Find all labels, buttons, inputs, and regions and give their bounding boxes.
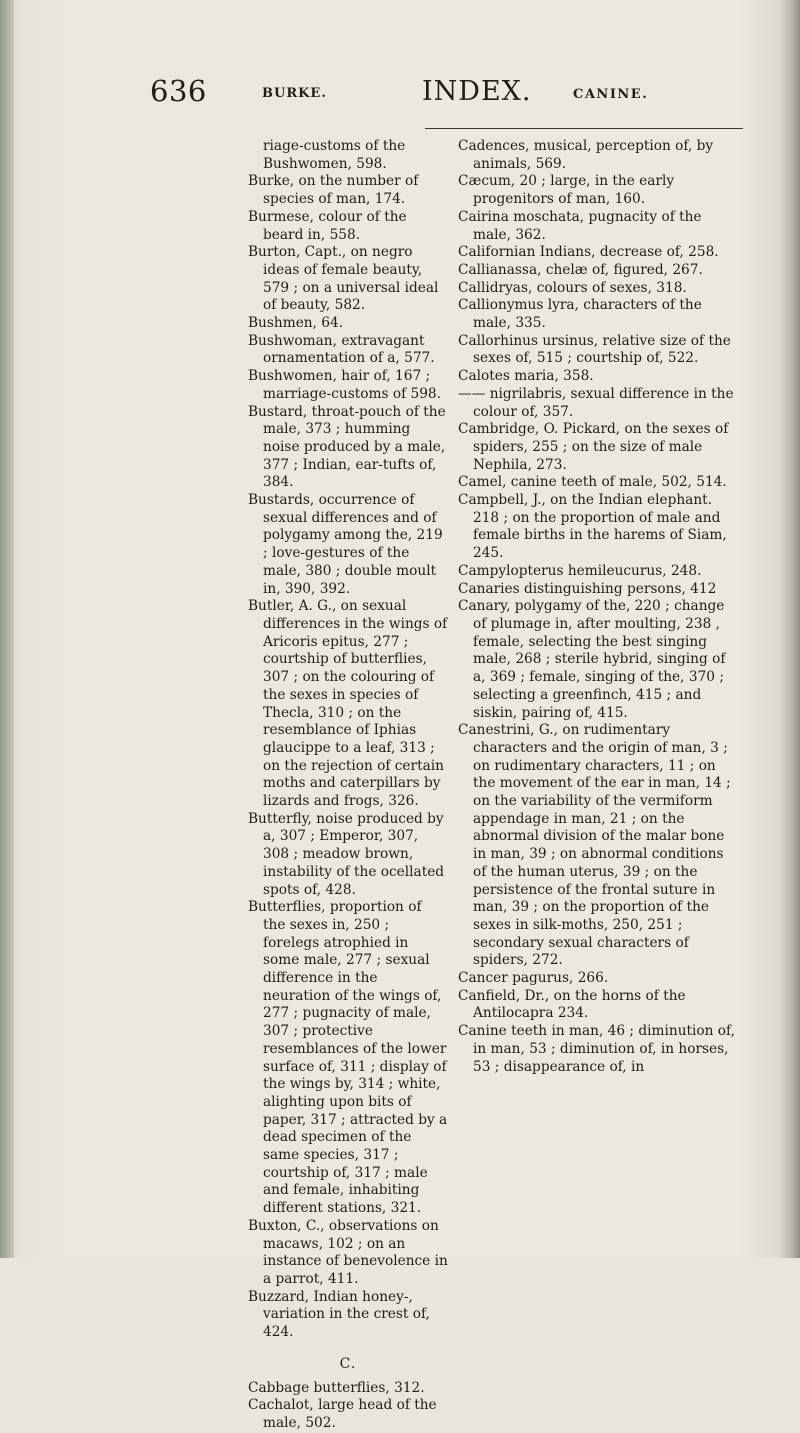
index-entry: Cachalot, large head of the male, 502. [248, 1397, 437, 1431]
index-entry: Butterflies, proportion of the sexes in, 250 ; forelegs atrophied in some male, 277 ; sexual difference in the neuration of the wings of, 277 ; pugnacity of male, 307 ; protective resemblances of the lower surface of, 311 ; display of the wings by, 314 ; white, alighting upon bits of paper, 317 ; attracted by a dead specimen of the same species, 317 ; courtship of, 317 ; male and female, inhabiting different stations, 321. [248, 899, 448, 1217]
running-head-right: CANINE. [573, 87, 649, 102]
index-entry: Buzzard, Indian honey-, variation in the crest of, 424. [248, 1288, 430, 1341]
index-entry: Bustard, throat-pouch of the male, 373 ; humming noise produced by a male, 377 ; Indian, ear-tufts of, 384. [248, 403, 446, 491]
index-entry: Campbell, J., on the Indian elephant. 218 ; on the proportion of male and female births in the harems of Siam, 245. [458, 492, 727, 562]
section-letter: C. [339, 1355, 357, 1372]
index-entry: Butterfly, noise produced by a, 307 ; Emperor, 307, 308 ; meadow brown, instability of the ocellated spots of, 428. [248, 810, 445, 898]
index-entry: Cancer pagurus, 266. [458, 970, 609, 987]
index-entry: Californian Indians, decrease of, 258. [458, 244, 719, 261]
index-entry: Callianassa, chelæ of, figured, 267. [458, 261, 703, 278]
index-entry: riage-customs of the Bushwomen, 598. [263, 138, 406, 172]
index-entry: Cæcum, 20 ; large, in the early progenitors of man, 160. [458, 173, 675, 208]
index-entry: Callidryas, colours of sexes, 318. [458, 279, 687, 296]
index-entry: Canaries distinguishing persons, 412 [458, 580, 717, 597]
index-entry: Cadences, musical, perception of, by animals, 569. [458, 138, 714, 172]
index-entry: Burke, on the number of species of man, 174. [248, 173, 419, 208]
header-rule [425, 128, 743, 129]
page-number: 636 [150, 74, 207, 108]
index-entry: Bushwomen, hair of, 167 ; marriage-customs of 598. [248, 368, 441, 402]
running-head-left: BURKE. [262, 86, 327, 101]
index-entry: Campylopterus hemileucurus, 248. [458, 562, 702, 579]
index-entry: Camel, canine teeth of male, 502, 514. [458, 474, 727, 491]
index-entry: Burmese, colour of the beard in, 558. [248, 208, 407, 243]
index-entry: Canine teeth in man, 46 ; diminution of, in man, 53 ; diminution of, in horses, 53 ; disappearance of, in [458, 1023, 735, 1075]
index-entry: —— nigrilabris, sexual difference in the colour of, 357. [458, 385, 734, 420]
index-entry: Cabbage butterflies, 312. [248, 1379, 425, 1396]
index-entry: Canary, polygamy of the, 220 ; change of plumage in, after moulting, 238 , female, selecting the best singing male, 268 ; sterile hybrid, singing of a, 369 ; female, singing of the, 370 ; selecting a greenfinch, 415 ; and siskin, pairing of, 415. [458, 598, 726, 721]
index-entry: Canestrini, G., on rudimentary characters and the origin of man, 3 ; on rudimentary characters, 11 ; on the movement of the ear in man, 14 ; on the variability of the vermiform appendage in man, 21 ; on the abnormal division of the malar bone in man, 39 ; on abnormal conditions of the human uterus, 39 ; on the persistence of the frontal suture in man, 39 ; on the proportion of the sexes in silk-moths, 250, 251 ; secondary sexual characters of spiders, 272. [458, 722, 731, 969]
index-entry: Callionymus lyra, characters of the male, 335. [458, 297, 702, 332]
index-entry: Buxton, C., observations on macaws, 102 ; on an instance of benevolence in a parrot, 411. [248, 1217, 448, 1287]
index-entry: Butler, A. G., on sexual differences in the wings of Aricoris epitus, 277 ; courtship of butterflies, 307 ; on the colouring of the sexes in species of Thecla, 310 ; on the resemblance of Iphias glaucippe to a leaf, 313 ; on the rejection of certain moths and caterpillars by lizards and frogs, 326. [248, 598, 448, 810]
index-entry: Calotes maria, 358. [458, 368, 594, 385]
index-column-right [458, 138, 740, 1076]
index-entry: Callorhinus ursinus, relative size of the sexes of, 515 ; courtship of, 522. [458, 332, 731, 367]
book-spine-shadow [0, 0, 14, 1258]
index-entry: Cairina moschata, pugnacity of the male, 362. [458, 208, 702, 243]
index-entry: Canfield, Dr., on the horns of the Antilocapra 234. [458, 987, 686, 1022]
index-entry: Bushmen, 64. [248, 315, 344, 332]
index-column-left [248, 138, 448, 1433]
running-header [150, 74, 750, 114]
index-entry: Bushwoman, extravagant ornamentation of a, 577. [248, 332, 435, 367]
index-entry: Burton, Capt., on negro ideas of female beauty, 579 ; on a universal ideal of beauty, 582. [248, 244, 439, 314]
index-entry: Cambridge, O. Pickard, on the sexes of spiders, 255 ; on the size of male Nephila, 273. [458, 421, 729, 473]
index-entry: Bustards, occurrence of sexual differences and of polygamy among the, 219 ; love-gestures of the male, 380 ; double moult in, 390, 392. [248, 492, 443, 597]
running-head-title: INDEX. [422, 76, 532, 107]
page-edge-shadow [780, 0, 800, 1258]
